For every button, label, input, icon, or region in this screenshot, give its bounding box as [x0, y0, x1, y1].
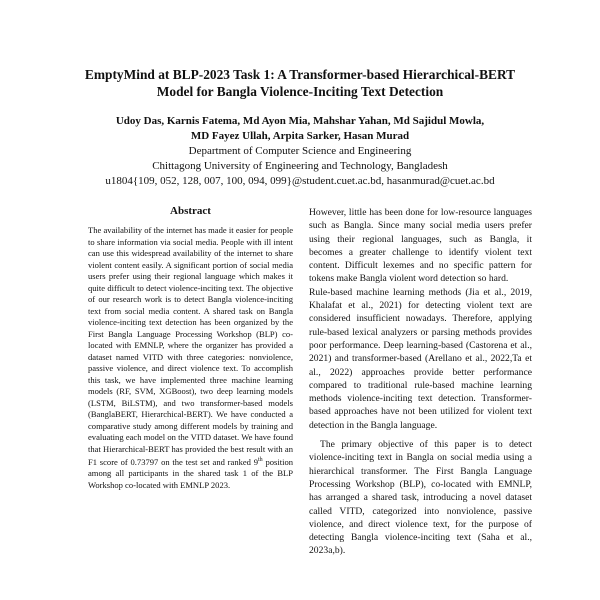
rank-superscript: th — [258, 457, 263, 463]
abstract-heading: Abstract — [170, 205, 211, 217]
intro-paragraph-1: However, little has been done for low-resource languages such as Bangla. Since many social media users prefer using their regional languages, such as Bangla, it becomes a greater challenge to identify violent text content. Difficult lexemes and no specific pattern for tokens make Bangla violent word detection so hard. — [309, 207, 532, 285]
authors-line-1: Udoy Das, Karnis Fatema, Md Ayon Mia, Mahshar Yahan, Md Sajidul Mowla, — [115, 115, 485, 127]
abstract-body: The availability of the internet has made it easier for people to share information via social media. People with ill intent can use this widespread availability of the internet to share violent content easily. A significant portion of social media users prefer using their regional language which makes it quite difficult to detect violence-inciting text. The objective of our research work is to detect Bangla violence-inciting text from social media content. A shared task on Bangla violence-inciting text detection has been organized by the First Bangla Language Processing Workshop (BLP) co-located with EMNLP, where the organizer has provided a dataset named VITD with three categories: nonviolence, passive violence, and direct violence text. To accomplish this task, we have implemented three machine learning models (RF, SVM, XGBoost), two deep learning models (LSTM, BiLSTM), and two transformer-based models (BanglaBERT, Hierarchical-BERT). We have conducted a comparative study among different models by training and evaluating each model on the VITD dataset. We have found that Hierarchical-BERT has provided the best result with an F1 score of 0.73797 on the test set and ranked 9 — [88, 225, 293, 467]
abstract-text — [88, 225, 293, 491]
department: Department of Computer Science and Engineering — [188, 145, 412, 157]
title-line-2: Model for Bangla Violence-Inciting Text Detection — [156, 84, 444, 99]
authors-line-2: MD Fayez Ullah, Arpita Sarker, Hasan Murad — [190, 130, 410, 142]
title-line-1: EmptyMind at BLP-2023 Task 1: A Transformer-based Hierarchical-BERT — [84, 67, 516, 82]
intro-paragraph-2: Rule-based machine learning methods (Jia et al., 2019, Khalafat et al., 2021) for detecting violent text are considered insufficient nowadays. Therefore, applying rule-based lexical analyzers or parsing methods provides poor performance. Deep learning-based (Castorena et al., 2021) and transformer-based (Arellano et al., 2022,Ta et al., 2022) approaches provide better performance compared to traditional rule-based machine learning methods violence-inciting text detection. Transformer-based approaches have not been utilized for violent text detection in the Bangla language. — [309, 286, 532, 431]
left-column — [88, 204, 293, 491]
author-emails: u1804{109, 052, 128, 007, 100, 094, 099}@student.cuet.ac.bd, hasanmurad@cuet.ac.bd — [105, 175, 495, 187]
university: Chittagong University of Engineering and Technology, Bangladesh — [152, 160, 448, 172]
abstract-body-end: position among all participants in the shared task 1 of the BLP Workshop co-located with EMNLP 2023. — [88, 456, 293, 490]
intro-paragraph-3: The primary objective of this paper is to detect violence-inciting text in Bangla on social media using a hierarchical transformer. The First Bangla Language Processing Workshop (BLP), co-located with EMNLP, has arranged a shared task, introducing a novel dataset called VITD, categorized into nonviolence, passive violence, and direct violence text, for the purpose of detecting Bangla violence-inciting text (Saha et al., 2023a,b). — [309, 439, 532, 557]
right-column — [309, 206, 532, 558]
paper-title — [40, 66, 560, 100]
author-list — [40, 114, 560, 144]
affiliation — [40, 144, 560, 189]
